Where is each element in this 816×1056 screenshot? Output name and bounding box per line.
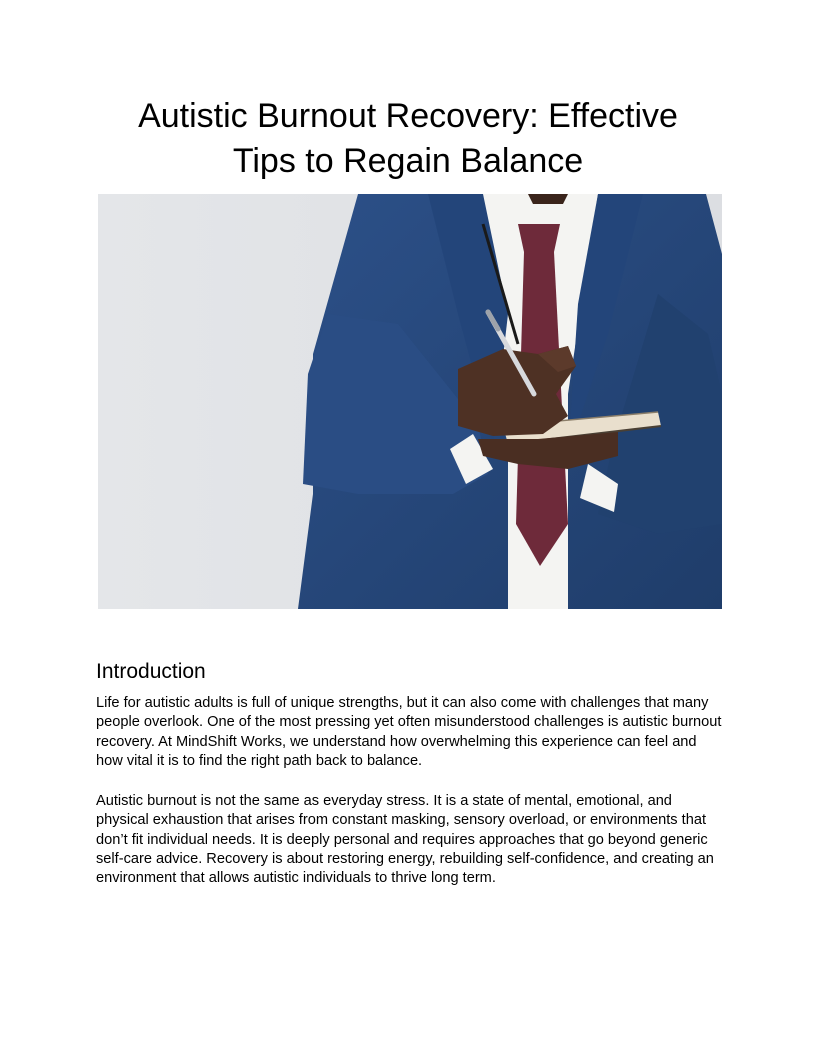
businessman-photo-illustration (98, 194, 722, 609)
document-title (96, 94, 720, 184)
intro-paragraph-1: Life for autistic adults is full of unique strengths, but it can also come with challenges that many people overlook. One of the most pressing yet often misunderstood challenges is autistic burnout recovery. At MindShift Works, we understand how overwhelming this experience can feel and how vital it is to find the right path back to balance. (96, 695, 722, 769)
section-heading-introduction: Introduction (96, 660, 206, 683)
document-title-line-1: Autistic Burnout Recovery: Effective (138, 97, 678, 135)
hero-image (98, 194, 722, 609)
document-title-line-2: Tips to Regain Balance (232, 142, 584, 180)
intro-paragraph-2: Autistic burnout is not the same as everyday stress. It is a state of mental, emotional, and physical exhaustion that arises from constant masking, sensory overload, or environments that don’t fit individual needs. It is deeply personal and requires approaches that go beyond generic self-care advice. Recovery is about restoring energy, rebuilding self-confidence, and creating an environment that allows autistic individuals to thrive long term. (96, 793, 714, 887)
